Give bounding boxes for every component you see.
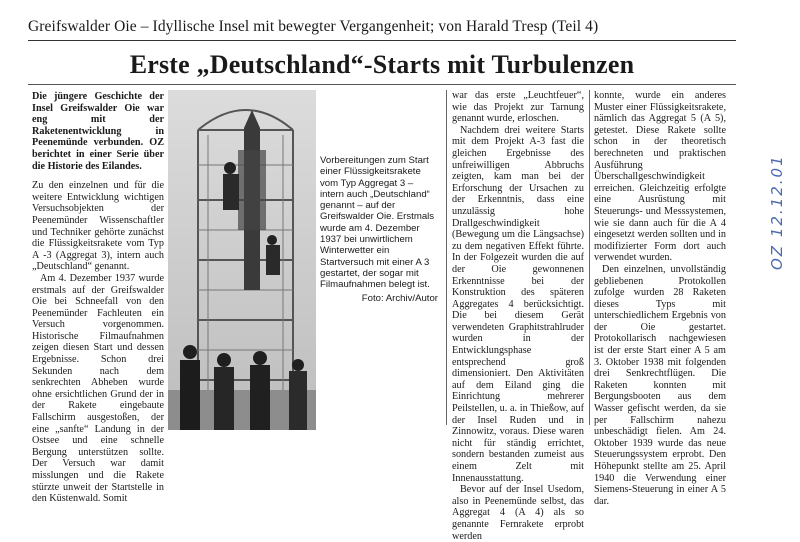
paragraph: Zu den einzelnen und für die weitere Entwicklung wichtigen Versuchsobjekten der Peenemünder Wissenschaftler und Techniker gehörte zunächst die Flüssigkeitsrakete vom Typ A -3 (Aggregat 3), intern auch „Deutschland“ genannt.: [32, 180, 164, 273]
headline: Erste „Deutschland“-Starts mit Turbulenzen: [129, 50, 635, 79]
paragraph: konnte, wurde ein anderes Muster einer Flüssigkeitsrakete, nämlich das Aggregat 5 (A 5), getestet. Diese Rakete sollte schon in der theoretisch berechneten und praktischen Ausführung Überschallgeschwindigkeit erreichen. Gleichzeitig erfolgte eine Ausrüstung mit Steuerungs- und Messsystemen, wie sie dann auch für die A 4 eingesetzt werden sollten und in modifizierter Form dort auch verwendet wurden.: [594, 90, 726, 264]
column-divider: [446, 90, 447, 425]
photo-credit: Foto: Archiv/Autor: [361, 292, 438, 304]
top-rule: [28, 40, 736, 41]
paragraph: Den einzelnen, unvollständig gebliebenen Protokollen zufolge wurden 28 Raketen dieses Typs mit unterschiedlichem Ergebnis von der Oie gestartet. Protokollarisch nachgewiesen ist der erste Start einer A 5 am 3. Oktober 1938 mit folgenden drei Senkrechtflügen. Die Raketen konnten mit Bergungsbooten aus dem Wasser gefischt werden, da sie per Fallschirm nahezu unbeschädigt fielen. Am 24. Oktober 1939 wurde das neue Steuerungssystem erprobt. Den Höhepunkt stellte am 25. April 1940 die Verwendung einer Siemens-Steuerung in einer A 5 dar.: [594, 263, 726, 507]
handwritten-note-text: OZ 12.12.01: [768, 154, 786, 270]
rocket-launch-photo: [168, 90, 316, 430]
paragraph: Bevor auf der Insel Usedom, also in Peenemünde selbst, das Aggregat 4 (A 4) als so genannte Fernrakete erprobt werden: [452, 484, 584, 542]
series-line: Greifswalder Oie – Idyllische Insel mit bewegter Vergangenheit; von Harald Tresp (Teil 4): [28, 18, 599, 35]
article-column-3: [452, 90, 584, 542]
handwritten-date-note: [760, 150, 790, 270]
paragraph: Am 4. Dezember 1937 wurde erstmals auf der Greifswalder Oie bei Schneefall von den Peenemünder Fachleuten ein Versuch vorgenommen. Historische Filmaufnahmen zeigen diesen Start und dessen Ergebnisse. Schon drei Sekunden nach dem senkrechten Abheben wurde ohne ersichtlichen Grund der in der Rakete eingebaute Fallschirm ausgestoßen, der eine „sanfte“ Landung in der Ostsee und eine schnelle Bergung unterstützen sollte. Der Versuch war damit misslungen und die Rakete stürzte unweit der Startstelle in den Küstenwald. Somit: [32, 272, 164, 505]
headline-rule: [28, 84, 736, 85]
paragraph: war das erste „Leuchtfeuer“, wie das Projekt zur Tarnung genannt wurde, erloschen.: [452, 90, 584, 125]
article-lead: Die jüngere Geschichte der Insel Greifswalder Oie war eng mit der Raketenentwicklung in Peenemünde verbunden. OZ berichtet in einer Serie über die Historie des Eilandes.: [32, 91, 164, 172]
paragraph: Nachdem drei weitere Starts mit dem Projekt A-3 fast die gleichen Ergebnisse des unfreiwilligen Abbruchs zeigten, kam man bei der Erforschung der Ursachen zu der Erkenntnis, dass eine unzulässig hohe Drallgeschwindigkeit (Bewegung um die Längsachse) zu dem negativen Effekt führte. In der Folgezeit wurden die auf der Oie gewonnenen Erkenntnisse bei der Konstruktion des späteren Aggregates 4 berücksichtigt. Die bei diesem Gerät verwendeten Graphitstrahlruder wurden in der Entwicklungsphase entsprechend groß dimensioniert. Den Aktivitäten auf dem Eiland ging die Einrichtung mehrerer Peilstellen, u. a. in Thießow, auf der Insel Ruden und in Zinnowitz, voraus. Diese waren nicht für ständig errichtet, sondern bestanden zumeist aus einem Zelt mit Innenausstattung.: [452, 124, 584, 484]
rocket-launch-photo-image: [168, 90, 316, 430]
article-column-1: [32, 91, 164, 505]
column-divider: [589, 90, 590, 425]
caption-text: Vorbereitungen zum Start einer Flüssigkeitsrakete vom Typ Aggregat 3 – intern auch „Deutschland“ genannt – auf der Greifswalder Oie. Erstmals wurde am 4. Dezember 1937 bei unwirtlichem Winterwetter ein Startversuch mit einer A 3 gestartet, der sogar mit Filmaufnahmen belegt ist.: [320, 155, 435, 291]
photo-caption: [320, 155, 438, 304]
article-column-4: [594, 90, 726, 507]
